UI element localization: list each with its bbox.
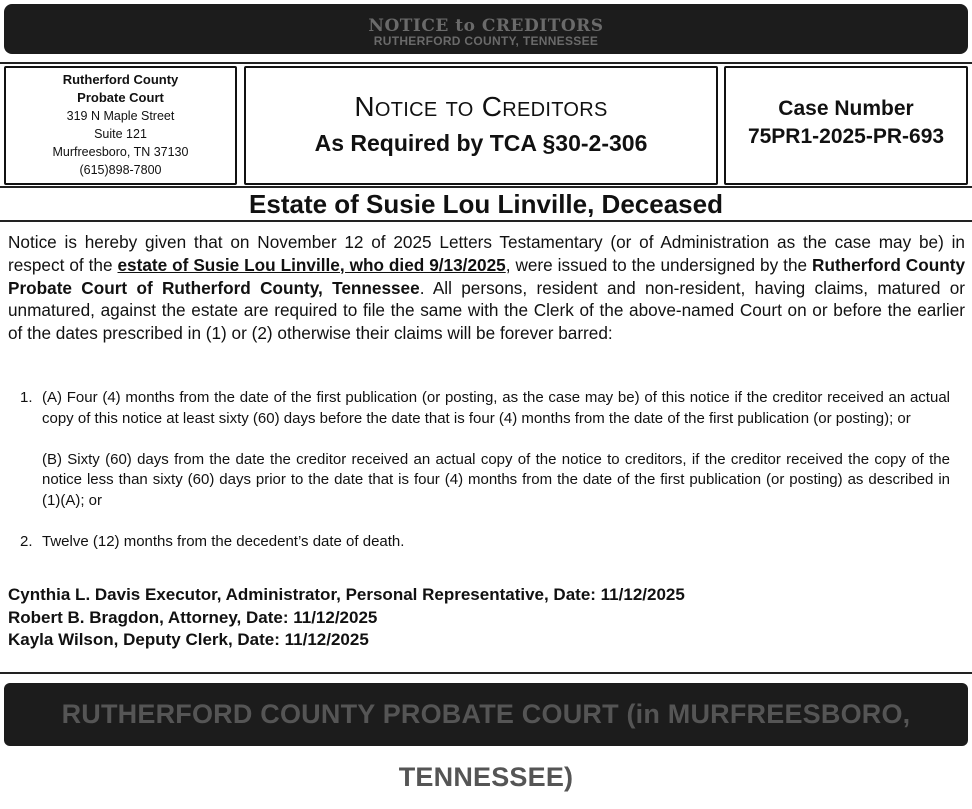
divider-estate-bottom: [0, 220, 972, 222]
list-item-number: 2.: [20, 532, 33, 550]
body-middle: , were issued to the undersigned by the: [505, 254, 813, 275]
notice-body: [8, 231, 965, 345]
court-street: 319 N Maple Street: [66, 109, 175, 123]
list-item-number: 1.: [20, 389, 33, 406]
court-address-box: [4, 66, 237, 185]
court-city: Murfreesboro, TN 37130: [52, 145, 189, 159]
claim-option-twelve-months: Twelve (12) months from the decedent’s date of death.: [42, 532, 405, 550]
court-reference: Rutherford County Probate Court of Rutherford County, Tennessee: [8, 254, 965, 298]
claim-option-a: (A) Four (4) months from the date of the first publication (or posting, as the case may be) of this notice if the creditor received an actual copy of this notice at least sixty (60) days before the date that is four (4) months from the date of the first publication (or posting); or: [42, 389, 950, 427]
divider-top: [0, 62, 972, 64]
signatories: [8, 584, 958, 652]
court-suite: Suite 121: [94, 127, 147, 141]
estate-heading: Estate of Susie Lou Linville, Deceased: [249, 189, 723, 219]
divider-bottom: [0, 672, 972, 674]
banner-title: NOTICE to CREDITORS: [368, 16, 604, 36]
case-number-box: [724, 66, 968, 185]
court-county: Rutherford County: [62, 72, 179, 87]
court-division: Probate Court: [77, 90, 164, 105]
signer-attorney: Robert B. Bragdon, Attorney, Date: 11/12/2025: [8, 607, 378, 627]
statute-reference: As Required by TCA §30-2-306: [314, 130, 648, 156]
case-number-label: Case Number: [778, 97, 914, 120]
signer-clerk: Kayla Wilson, Deputy Clerk, Date: 11/12/2025: [8, 630, 369, 649]
bottom-banner: RUTHERFORD COUNTY PROBATE COURT (in MURFREESBORO, TENNESSEE): [4, 683, 968, 746]
notice-title-box: [244, 66, 718, 185]
list-item: [20, 532, 950, 553]
claim-option-b: (B) Sixty (60) days from the date the creditor received an actual copy of the notice to creditors, if the creditor received the copy of the notice less than sixty (60) days prior to the date that is four (4) months from the date of the first publication (or posting) as described in (1)(A); or: [42, 450, 950, 509]
case-number: 75PR1-2025-PR-693: [747, 125, 945, 148]
claim-deadlines-list: [20, 388, 950, 552]
court-phone: (615)898-7800: [79, 163, 162, 177]
body-claims-text: . All persons, resident and non-resident, having claims, matured or unmatured, against the estate are required to file the same with the Clerk of the above-named Court on or before the earlier of the dates prescribed in (1) or (2) otherwise their claims will be forever barred:: [8, 277, 965, 344]
notice-title: Notice to Creditors: [354, 91, 608, 122]
body-intro: Notice is hereby given that on November 12 of 2025 Letters Testamentary (or of Administration as the case may be) in respect of the: [8, 232, 965, 275]
top-banner: [4, 4, 968, 54]
estate-reference: estate of Susie Lou Linville, who died 9/13/2025: [117, 254, 506, 275]
list-item: [20, 388, 950, 512]
signer-executor: Cynthia L. Davis Executor, Administrator, Personal Representative, Date: 11/12/2025: [8, 585, 685, 604]
banner-subtitle: RUTHERFORD COUNTY, TENNESSEE: [373, 34, 599, 48]
